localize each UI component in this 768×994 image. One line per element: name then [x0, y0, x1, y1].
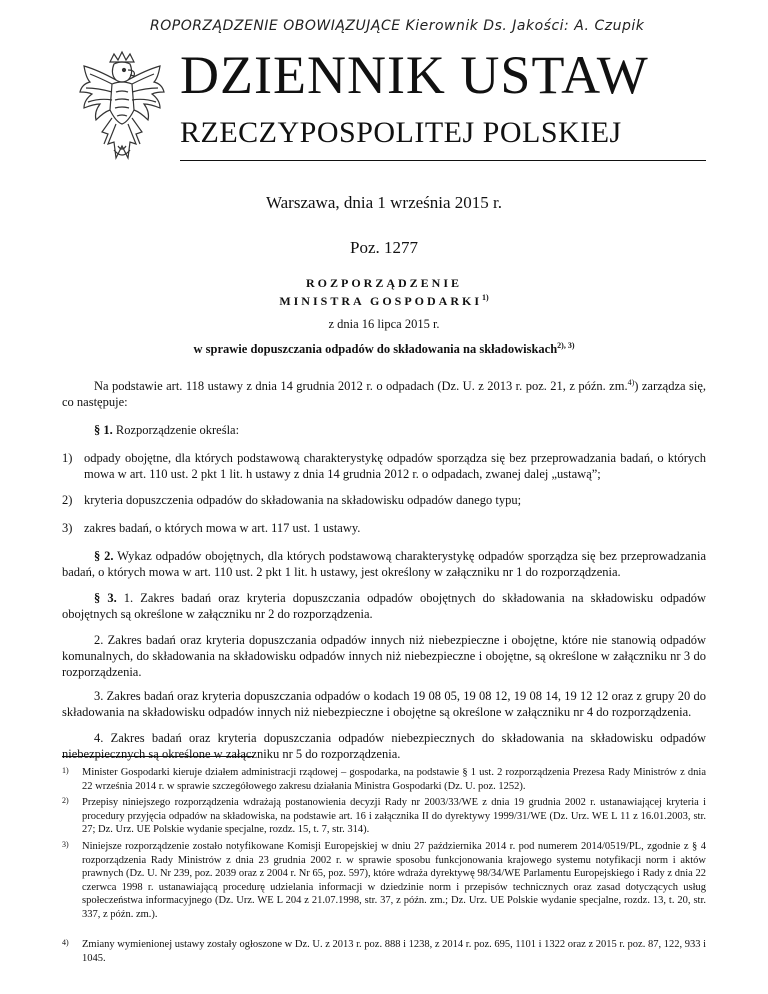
preamble-text: Na podstawie art. 118 ustawy z dnia 14 grudnia 2012 r. o odpadach (Dz. U. z 2013 r. poz. 21, z późn. zm.: [94, 379, 628, 393]
paragraph-3-section-3: 3. Zakres badań oraz kryteria dopuszczania odpadów o kodach 19 08 05, 19 08 12, 19 08 14, 19 12 12 oraz z grupy 20 do składowania na składowisku odpadów innych niż niebezpieczne i obojętne są określone w załączniku nr 4 do rozporządzenia.: [62, 689, 706, 719]
paragraph-label: § 1.: [94, 423, 113, 437]
paragraph-label: § 2.: [94, 549, 114, 563]
position-number: Poz. 1277: [350, 238, 418, 257]
act-issuer-text: MINISTRA GOSPODARKI: [279, 294, 482, 308]
paragraph-3-section-1: [62, 590, 706, 622]
footnote-text: Niniejsze rozporządzenie zostało notyfikowane Komisji Europejskiej w dniu 27 października 2014 r. pod numerem 2014/0519/PL, zgodnie z § 4 rozporządzenia Rady Ministrów z dnia 23 grudnia 2002 r. w sprawie sposobu funkcjonowania krajowego systemu notyfikacji norm i aktów prawnych (Dz. U. Nr 239, poz. 2039 oraz z 2004 r. Nr 65, poz. 597), które wdraża dyrektywę 98/34/WE Parlamentu Europejskiego i Rady z dnia 22 czerwca 1998 r. ustanawiającą procedurę udzielania informacji w dziedzinie norm i przepisów technicznych oraz zasad dotyczących usług społeczeństwa informacyjnego (Dz. Urz. WE L 204 z 21.07.1998, str. 37, z późn. zm.; Dz. Urz. UE Polskie wydanie specjalne, rozdz. 13, t. 20, str. 337, z późn. zm.).: [82, 841, 706, 920]
polish-eagle-emblem-icon: [72, 48, 172, 168]
footnote-ref[interactable]: 1): [482, 293, 489, 302]
item-text: odpady obojętne, dla których podstawową charakterystykę odpadów sporządza się bez przeprowadzania badań, o których mowa w art. 110 ust. 2 pkt 1 lit. h ustawy z dnia 14 grudnia 2012 r. o odpadach, zwanej dalej „ustawą”;: [84, 451, 706, 481]
paragraph-3-section-2: 2. Zakres badań oraz kryteria dopuszczania odpadów innych niż niebezpieczne i obojętne, które nie stanowią odpadów komunalnych, do składowania na składowisku odpadów innych niż niebezpieczne i obojętne, są określone w załączniku nr 3 do rozporządzenia.: [62, 633, 706, 679]
paragraph-3-section-4: 4. Zakres badań oraz kryteria dopuszczania odpadów niebezpiecznych do składowania na składowisku odpadów niebezpiecznych są określone w załączniku nr 5 do rozporządzenia.: [62, 731, 706, 761]
act-issuer: [0, 294, 768, 309]
footnote-number: 3): [62, 840, 69, 849]
item-number: 1): [62, 451, 73, 465]
paragraph-2: [62, 548, 706, 580]
item-text: kryteria dopuszczenia odpadów do składowania na składowisku odpadów danego typu;: [84, 493, 522, 507]
footnote-ref[interactable]: 4): [627, 377, 635, 387]
footnote-text: Minister Gospodarki kieruje działem administracji rządowej – gospodarka, na podstawie § 1 ust. 2 rozporządzenia Prezesa Rady Ministrów z dnia 22 września 2014 r. w sprawie szczegółowego zakresu działania Ministra Gospodarki (Dz. U. poz. 1252).: [82, 767, 706, 792]
validity-stamp: ROPORZĄDZENIE OBOWIĄZUJĄCE Kierownik Ds. Jakości: A. Czupik: [150, 18, 645, 34]
item-number: 2): [62, 493, 73, 507]
journal-subtitle: RZECZYPOSPOLITEJ POLSKIEJ: [180, 116, 622, 149]
act-subject: [0, 342, 768, 357]
footnote-text: Przepisy niniejszego rozporządzenia wdrażają postanowienia decyzji Rady nr 2003/33/WE z dnia 19 grudnia 2002 r. ustanawiającej kryteria i procedury przyjęcia odpadów na składowiska, na podstawie art. 16 i załącznika II do dyrektywy 1999/31/WE (Dz. Urz. WE L 11 z 16.01.2003, str. 27; Dz. Urz. UE Polskie wydanie specjalne, rozdz. 15, t. 7, str. 314).: [82, 797, 706, 835]
act-subject-text: w sprawie dopuszczania odpadów do składowania na składowiskach: [193, 342, 558, 356]
item-number: 3): [62, 521, 73, 535]
act-date: z dnia 16 lipca 2015 r.: [328, 317, 440, 331]
footnote-number: 4): [62, 938, 69, 947]
journal-title: DZIENNIK USTAW: [180, 45, 649, 105]
act-type: ROZPORZĄDZENIE: [305, 276, 463, 290]
paragraph-text: 1. Zakres badań oraz kryteria dopuszczania odpadów obojętnych do składowania na składowisku odpadów obojętnych są określone w załączniku nr 2 do rozporządzenia.: [62, 591, 707, 621]
publication-place-date: Warszawa, dnia 1 września 2015 r.: [265, 193, 503, 212]
footnote-text: Zmiany wymienionej ustawy zostały ogłoszone w Dz. U. z 2013 r. poz. 888 i 1238, z 2014 r. poz. 695, 1101 i 1322 oraz z 2015 r. poz. 87, 122, 933 i 1045.: [82, 939, 706, 964]
paragraph-text: Wykaz odpadów obojętnych, dla których podstawową charakterystykę odpadów sporządza się bez przeprowadzania badań, o których mowa w art. 110 ust. 2 pkt 1 lit. h ustawy, jest określony w załączniku nr 1 do rozporządzenia.: [62, 549, 706, 579]
item-text: zakres badań, o których mowa w art. 117 ust. 1 ustawy.: [84, 521, 361, 535]
footnote-number: 2): [62, 796, 69, 805]
paragraph-text: Rozporządzenie określa:: [115, 423, 240, 437]
preamble: [62, 378, 706, 410]
paragraph-label: § 3.: [94, 591, 117, 605]
preamble-text-end: ) zarządza się, co następuje:: [62, 379, 707, 409]
paragraph-1: [62, 422, 706, 438]
masthead-rule: [180, 160, 706, 161]
footnote-separator: [62, 756, 254, 757]
footnote-ref[interactable]: 2), 3): [557, 340, 575, 350]
footnote-number: 1): [62, 766, 69, 775]
